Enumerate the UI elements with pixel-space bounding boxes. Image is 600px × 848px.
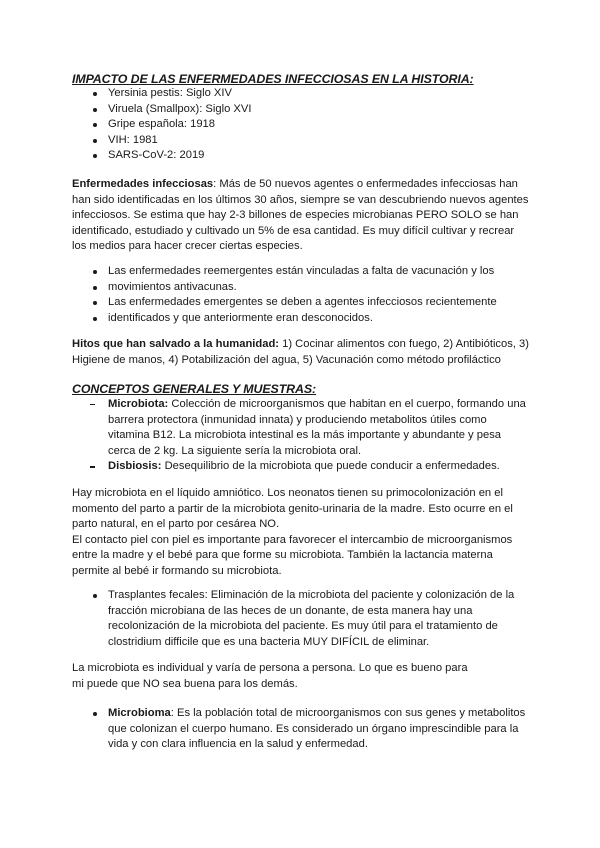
- paragraph-line: mi puede que NO sea buena para los demás.: [72, 677, 298, 690]
- paragraph-amniotico: [72, 486, 532, 580]
- paragraph-line: fracción microbiana de las heces de un donante, de esta manera hay una: [108, 604, 473, 617]
- paragraph-infecciosas: [72, 177, 532, 255]
- microbioma-list-block: [108, 706, 538, 753]
- section-title-impacto: IMPACTO DE LAS ENFERMEDADES INFECCIOSAS EN LA HISTORIA:: [72, 72, 474, 86]
- paragraph-line: clostridium difficile que es una bacteria MUY DIFÍCIL de eliminar.: [108, 635, 430, 648]
- conceptos-list: [108, 397, 538, 475]
- term-label: Hitos que han salvado a la humanidad:: [72, 338, 280, 350]
- paragraph-line: Microbioma: Es la población total de microorganismos con sus genes y metabolitos: [108, 707, 526, 719]
- list-item: movimientos antivacunas.: [108, 280, 568, 296]
- paragraph-line: los medios para hacer crecer ciertas especies.: [72, 240, 303, 253]
- history-list-block: [108, 86, 568, 164]
- list-item: identificados y que anteriormente eran desconocidos.: [108, 311, 568, 327]
- list-item-microbioma: [108, 706, 538, 753]
- term-label: Enfermedades infecciosas: [72, 178, 214, 190]
- paragraph-line: vida y con clara influencia en la salud y enfermedad.: [108, 738, 368, 751]
- list-item: Viruela (Smallpox): Siglo XVI: [108, 102, 568, 118]
- list-item: Las enfermedades emergentes se deben a agentes infecciosos recientemente: [108, 295, 568, 311]
- list-item: Las enfermedades reemergentes están vinculadas a falta de vacunación y los: [108, 264, 568, 280]
- trasplantes-list: [108, 588, 538, 650]
- list-item-trasplantes: [108, 588, 538, 650]
- emergentes-list-block: [108, 264, 568, 326]
- emergentes-list: [108, 264, 568, 326]
- list-item: Gripe española: 1918: [108, 117, 568, 133]
- paragraph-line: cerca de 2 kg. La siguiente sería la microbiota oral.: [108, 444, 362, 457]
- paragraph-line: permite al bebé ir formando su microbiota.: [72, 564, 282, 577]
- term-label: Microbioma: [108, 707, 171, 719]
- paragraph-line: recolonización de la microbiota del paciente. Es muy útil para el tratamiento de: [108, 620, 498, 633]
- paragraph-line: parto natural, en el parto por cesárea NO.: [72, 518, 280, 531]
- paragraph-line: barrera protectora (inmunidad innata) y produciendo metabolitos útiles como: [108, 413, 487, 426]
- paragraph-line: entre la madre y el bebé para que forme su microbiota. También la lactancia materna: [72, 549, 493, 562]
- paragraph-line: Higiene de manos, 4) Potabilización del agua, 5) Vacunación como método profiláctico: [72, 353, 501, 366]
- paragraph-line: El contacto piel con piel es importante para favorecer el intercambio de microorganismos: [72, 533, 513, 546]
- paragraph-line: Enfermedades infecciosas: Más de 50 nuevos agentes o enfermedades infecciosas han: [72, 178, 518, 190]
- list-item: VIH: 1981: [108, 133, 568, 149]
- term-label: Disbiosis:: [108, 460, 162, 473]
- list-item-disbiosis: [108, 459, 538, 475]
- section-impacto: [72, 71, 532, 87]
- microbioma-list: [108, 706, 538, 753]
- section-conceptos: [72, 381, 532, 397]
- list-item: SARS-CoV-2: 2019: [108, 148, 568, 164]
- paragraph-line: que colonizan el cuerpo humano. Es considerado un órgano imprescindible para la: [108, 722, 519, 735]
- paragraph-individual: [72, 661, 532, 692]
- paragraph-line: Microbiota: Colección de microorganismos que habitan en el cuerpo, formando una: [108, 398, 526, 410]
- paragraph-hitos: [72, 337, 532, 368]
- paragraph-line: infecciosos. Se estima que hay 2-3 billones de especies microbianas PERO SOLO se han: [72, 209, 519, 222]
- list-item: Yersinia pestis: Siglo XIV: [108, 86, 568, 102]
- section-title-conceptos: CONCEPTOS GENERALES Y MUESTRAS:: [72, 382, 317, 396]
- list-item-microbiota: [108, 397, 538, 459]
- trasplantes-list-block: [108, 588, 538, 650]
- paragraph-line: Hitos que han salvado a la humanidad: 1) Cocinar alimentos con fuego, 2) Antibióticos, 3): [72, 338, 529, 350]
- paragraph-line: Trasplantes fecales: Eliminación de la microbiota del paciente y colonización de la: [108, 589, 515, 601]
- conceptos-list-block: [108, 397, 538, 475]
- paragraph-line: han sido identificadas en los últimos 30 años, siempre se van descubriendo nuevos agentes: [72, 193, 529, 206]
- paragraph-line: Disbiosis: Desequilibrio de la microbiota que puede conducir a enfermedades.: [108, 460, 500, 473]
- paragraph-line: identificado, estudiado y cultivado un 5% de esa cantidad. Es muy difícil cultivar y recrear: [72, 224, 515, 237]
- paragraph-line: momento del parto a partir de la microbiota genito-urinaria de la madre. Esto ocurre en el: [72, 502, 513, 515]
- paragraph-line: Hay microbiota en el líquido amniótico. Los neonatos tienen su primocolonización en el: [72, 487, 503, 499]
- term-label: Microbiota:: [108, 398, 169, 410]
- history-list: [108, 86, 568, 164]
- paragraph-line: La microbiota es individual y varía de persona a persona. Lo que es bueno para: [72, 662, 468, 674]
- paragraph-line: vitamina B12. La microbiota intestinal es la más importante y abundante y pesa: [108, 429, 502, 442]
